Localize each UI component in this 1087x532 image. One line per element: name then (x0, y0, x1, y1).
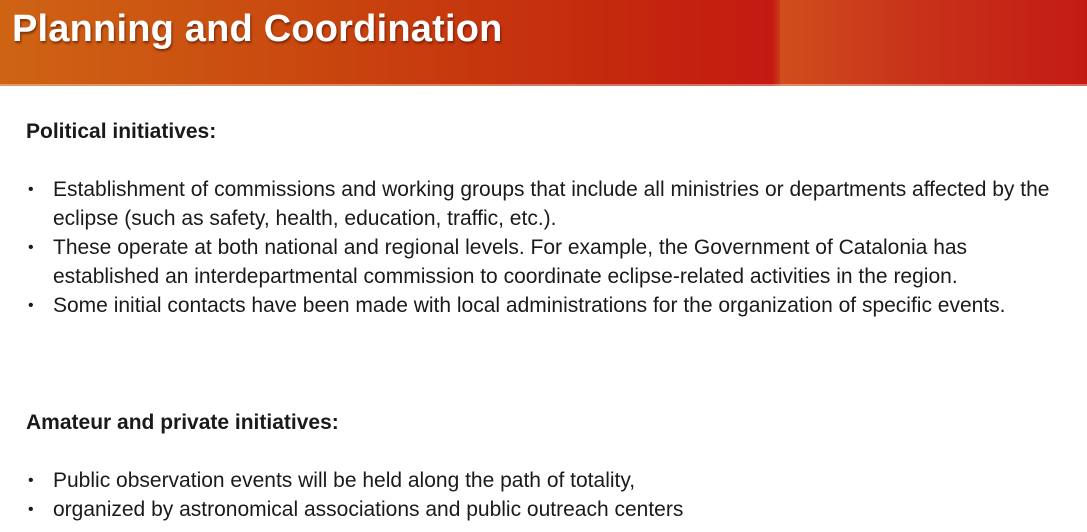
bullet-icon: • (28, 181, 34, 198)
slide-title: Planning and Coordination (12, 8, 503, 50)
list-item (0, 175, 1087, 233)
bullet-icon: • (28, 472, 34, 489)
bullet-text: Public observation events will be held along the path of totality, (53, 469, 636, 492)
bullet-icon: • (28, 297, 34, 314)
bullet-text: organized by astronomical associations and public outreach centers (53, 498, 684, 521)
list-item (0, 466, 1087, 495)
amateur-initiatives-heading: Amateur and private initiatives: (26, 411, 339, 434)
bullet-text: These operate at both national and regional levels. For example, the Government of Catalonia has established an interdepartmental commission to coordinate eclipse-related activities in the region. (53, 236, 968, 288)
list-item (0, 291, 1087, 320)
amateur-initiatives-list (0, 466, 1087, 524)
political-initiatives-list (0, 175, 1087, 320)
political-initiatives-heading: Political initiatives: (26, 120, 217, 143)
bullet-icon: • (28, 501, 34, 518)
bullet-text: Some initial contacts have been made with local administrations for the organization of specific events. (53, 294, 1006, 317)
list-item (0, 233, 1087, 291)
slide-content (0, 86, 1087, 532)
banner-accent-panel (780, 0, 1087, 86)
title-banner (0, 0, 1087, 86)
list-item (0, 495, 1087, 524)
bullet-icon: • (28, 239, 34, 256)
bullet-text: Establishment of commissions and working groups that include all ministries or departments affected by the eclipse (such as safety, health, education, traffic, etc.). (53, 178, 1050, 230)
